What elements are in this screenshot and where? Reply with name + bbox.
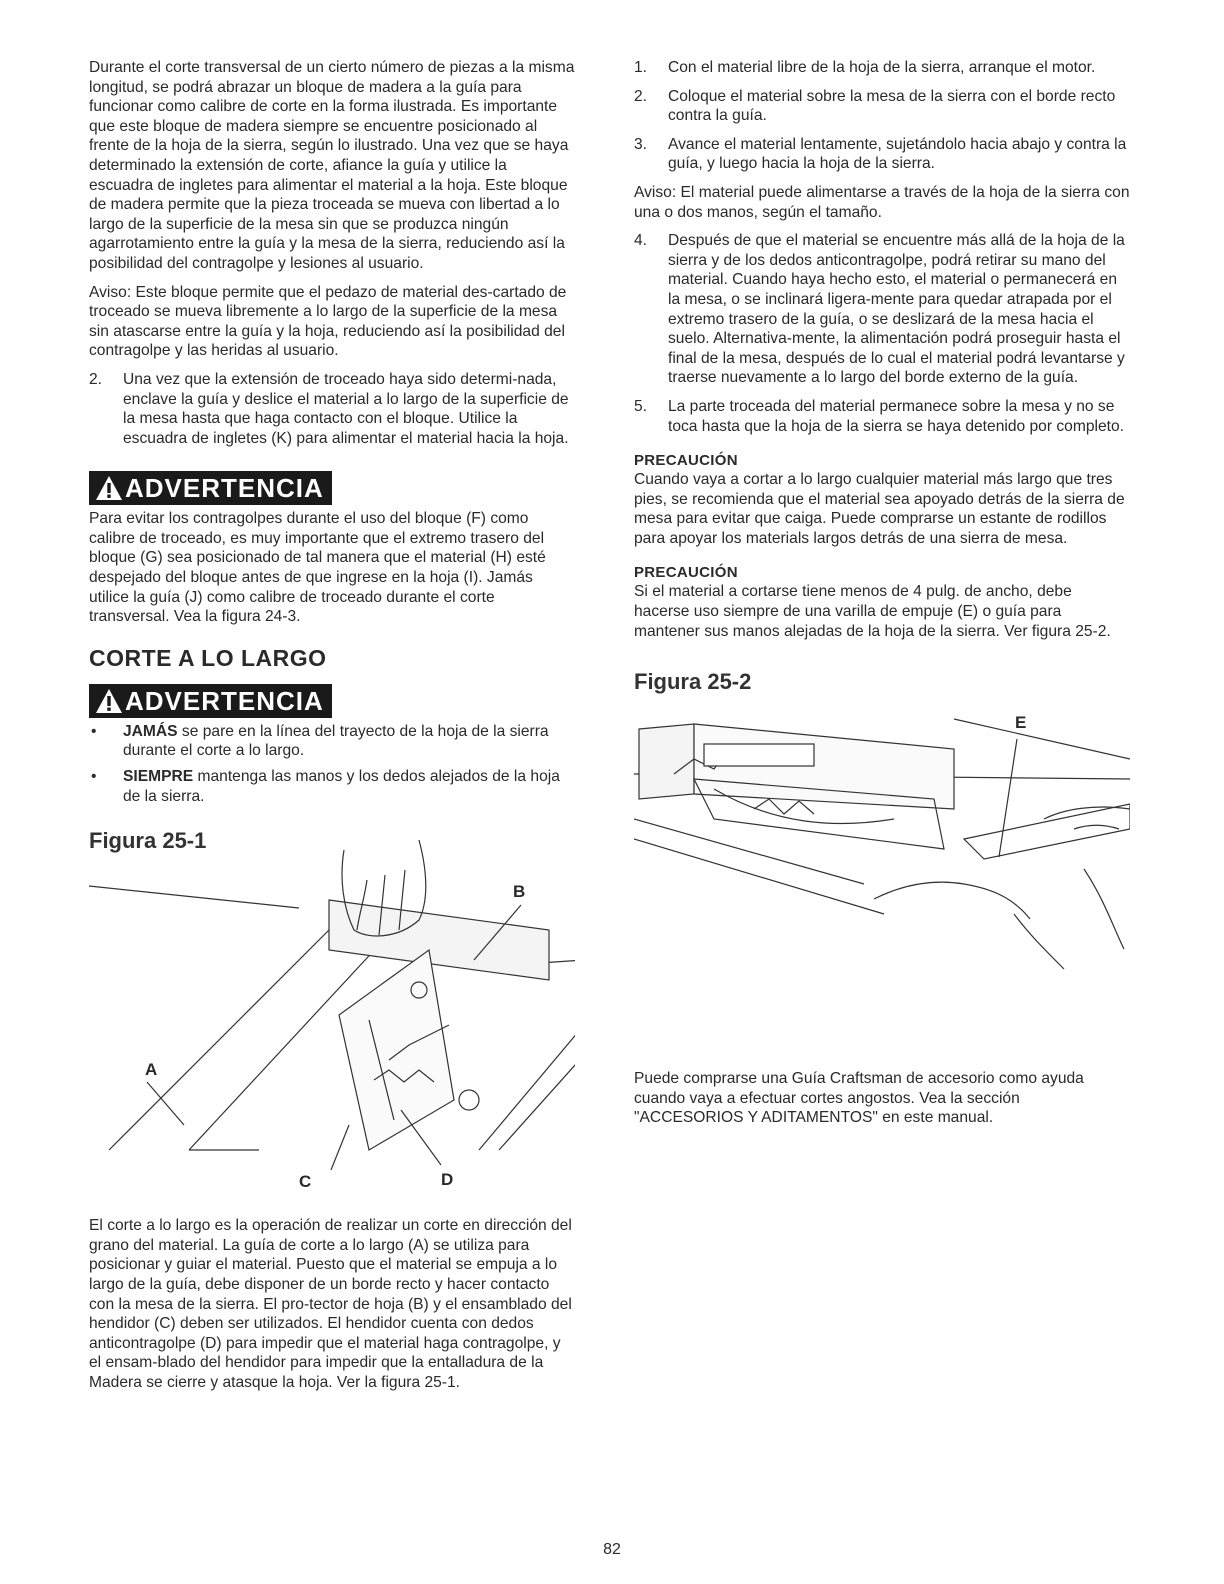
step-3-item (634, 135, 1130, 174)
bullet-text: mantenga las manos y los dedos alejados de la hoja de la sierra. (123, 768, 560, 805)
page-number: 82 (603, 1541, 621, 1558)
figure-25-1 (89, 820, 575, 1198)
craftsman-paragraph: Puede comprarse una Guía Craftsman de accesorio como ayuda cuando vaya a efectuar cortes angostos. Vea la sección "ACCESORIOS Y ADITAMENTOS" en este manual. (634, 1070, 1084, 1127)
warning-label: ADVERTENCIA (125, 473, 324, 504)
step-number: 4. (634, 232, 648, 250)
bullet-dot-icon: • (91, 722, 97, 740)
figure-label-e: E (1015, 713, 1027, 733)
step-2-item (634, 87, 1130, 126)
warning-label: ADVERTENCIA (125, 685, 324, 716)
bullet-item (89, 722, 575, 761)
bullet-bold: SIEMPRE (123, 768, 194, 786)
figure-title: Figura 25-2 (634, 669, 752, 695)
left-column (89, 58, 575, 1402)
step-number: 5. (634, 397, 648, 415)
figure-25-2-illustration (634, 669, 1130, 1059)
warning-banner (89, 471, 332, 505)
figure-title: Figura 25-1 (89, 828, 207, 854)
figure-label-c: C (299, 1172, 312, 1192)
step-text: Coloque el material sobre la mesa de la sierra con el borde recto contra la guía. (668, 87, 1116, 125)
step-2-item (89, 370, 575, 448)
warning-banner (89, 684, 332, 718)
step-text: Avance el material lentamente, sujetándolo hacia abajo y contra la guía, y luego hacia la hoja de la sierra. (668, 135, 1127, 173)
step-text: Con el material libre de la hoja de la sierra, arranque el motor. (668, 59, 1096, 76)
aviso-paragraph: Aviso: El material puede alimentarse a través de la hoja de la sierra con una o dos manos, según el tamaño. (634, 183, 1130, 221)
warning-triangle-icon (95, 688, 123, 714)
step-5-item (634, 397, 1130, 436)
figure-25-1-illustration (89, 820, 575, 1198)
aviso-paragraph: Aviso: Este bloque permite que el pedazo de material des-cartado de troceado se mueva libremente a lo largo de la superficie de la mesa sin atascarse entre la guía y la hoja, reduciendo así la posibilidad del contragolpe y las heridas al usuario. (89, 283, 567, 360)
step-number: 2. (89, 370, 103, 388)
figure-label-d: D (441, 1170, 454, 1190)
caution-text: Cuando vaya a cortar a lo largo cualquier material más largo que tres pies, se recomienda que el material sea apoyado detrás de la sierra de mesa para evitar que caiga. Puede comprarse un estante de rodillos para apoyar los materials largos detrás de una sierra de mesa. (634, 471, 1125, 547)
step-number: 2. (634, 87, 648, 105)
step-number: 3. (634, 135, 648, 153)
warning-text: Para evitar los contragolpes durante el uso del bloque (F) como calibre de troceado, es muy importante que el extremo trasero del bloque (G) sea posicionado de tal manera que el material (H) esté despejado del bloque antes de que ingrese en la hoja (I). Jamás utilice la guía (J) como calibre de troceado durante el corte transversal. Vea la figura 24-3. (89, 510, 546, 626)
bullet-item (89, 767, 575, 806)
right-column (634, 58, 1130, 1137)
bullet-dot-icon: • (91, 768, 97, 786)
warning-triangle-icon (95, 475, 123, 501)
caution-heading: PRECAUCIÓN (634, 452, 738, 470)
step-text: Una vez que la extensión de troceado haya sido determi-nada, enclave la guía y deslice el material a lo largo de la superficie de la mesa hasta que haga contacto con el bloque. Utilice la escuadra de ingletes (K) para alimentar el material hacia la hoja. (123, 370, 569, 447)
bullet-bold: JAMÁS (123, 722, 178, 740)
step-1-item (634, 58, 1130, 78)
section-title: CORTE A LO LARGO (89, 644, 327, 671)
step-text: La parte troceada del material permanece sobre la mesa y no se toca hasta que la hoja de la sierra se haya detenido por completo. (668, 397, 1124, 435)
ripping-paragraph: El corte a lo largo es la operación de realizar un corte en dirección del grano del material. La guía de corte a lo largo (A) se utiliza para posicionar y guiar el material. Puesto que el material se empuja a lo largo de la guía, debe disponer de un borde recto y hacer contacto con la mesa de la sierra. El pro-tector de hoja (B) y el ensamblado del hendidor (C) deben ser utilizados. El hendidor cuenta con dedos anticontragolpe (D) para impedir que el material haga contragolpe, y el ensam-blado del hendidor para impedir que la entalladura de la Madera se cierre y atasque la hoja. Ver la figura 25-1. (89, 1217, 572, 1391)
intro-paragraph: Durante el corte transversal de un cierto número de piezas a la misma longitud, se podrá abrazar un bloque de madera a la guía para funcionar como calibre de corte en la forma ilustrada. Es importante que este bloque de madera siempre se encuentre posicionado al frente de la hoja de la sierra, según lo ilustrado. Una vez que se haya determinado la extensión de corte, afiance la guía y utilice la escuadra de ingletes para alimentar el material a la hoja. Este bloque de madera permite que la pieza troceada se mueva con libertad a lo largo de la superficie de la mesa sin que se produzca ningún agarrotamiento entre la guía y la mesa de la sierra, reduciendo así la posibilidad del contragolpe y lesiones al usuario. (89, 59, 575, 272)
bullet-text: se pare en la línea del trayecto de la hoja de la sierra durante el corte a lo largo. (123, 722, 549, 760)
figure-label-a: A (145, 1060, 158, 1080)
caution-text: Si el material a cortarse tiene menos de 4 pulg. de ancho, debe hacerse uso siempre de una varilla de empuje (E) o guía para mantener sus manos alejadas de la hoja de la sierra. Ver figura 25-2. (634, 583, 1111, 640)
caution-heading: PRECAUCIÓN (634, 564, 738, 582)
step-4-item (634, 231, 1130, 388)
step-text: Después de que el material se encuentre más allá de la hoja de la sierra y de los dedos anticontragolpe, podrá retirar su mano del material. Cuando haya hecho esto, el material o permanecerá en la mesa, o se inclinará ligera-mente para quedar atrapada por el extremo trasero de la guía, o se deslizará de la mesa hacia el suelo. Alternativa-mente, la alimentación podrá proseguir hasta el final de la mesa, después de lo cual el material podrá levantarse y traerse nuevamente a lo largo del borde externo de la guía. (668, 232, 1125, 387)
figure-label-b: B (513, 882, 526, 902)
figure-25-2 (634, 669, 1130, 1059)
step-number: 1. (634, 59, 648, 76)
